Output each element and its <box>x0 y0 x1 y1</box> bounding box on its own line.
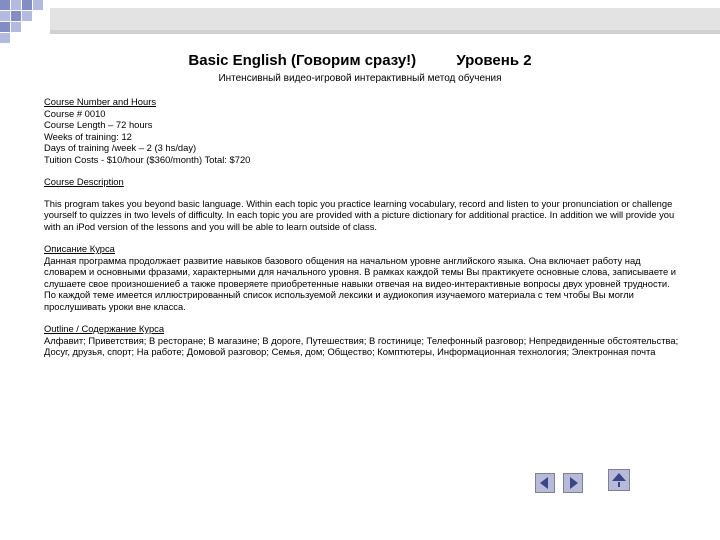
description-ru-heading: Описание Курса <box>44 243 115 254</box>
page-title <box>0 52 720 69</box>
arrow-right-icon <box>564 474 582 492</box>
home-icon <box>609 470 629 490</box>
title-level: Уровень 2 <box>456 52 532 69</box>
course-info-line: Tuition Costs - $10/hour ($360/month) Total: $720 <box>44 153 251 165</box>
outline-heading: Outline / Содержание Курса <box>44 323 165 334</box>
description-en-text: This program takes you beyond basic language. Within each topic you practice learning vocabulary, record and listen to your pronunciation or challenge yourself to quizzes in two levels of difficulty. In each topic you are provided with a picture dictionary for additional practice. In addition we will provide you with an iPod version of the lessons and you will be able to learn outside of class. <box>44 197 675 232</box>
title-english: Basic English (Говорим сразу!) <box>188 52 417 69</box>
header-bar-shadow <box>50 30 720 34</box>
next-slide-button[interactable] <box>563 473 583 493</box>
course-info-heading: Course Number and Hours <box>44 96 157 107</box>
course-info-line: Course Length – 72 hours <box>44 119 153 130</box>
arrow-left-icon <box>536 474 554 492</box>
page-subtitle: Интенсивный видео-игровой интерактивный метод обучения <box>218 73 502 84</box>
description-ru-text: Данная программа продолжает развитие навыков базового общения на начальном уровне английского языка. Она включает работу над словарем и основными фразами, характерными для начального уровня. В рамках каждой темы Вы практикуете основные слова, записываете и слушаете свое произношениеб а также проверяете приобретенные навыки отвечая на видео-интерактивные вопросы двух уровней трудности. По каждой теме имеется иллюстрированный список используемой лексики и аудиокопия изучаемого материала с тем чтобы Вы могли прослушивать уроки вне класса. <box>44 254 677 312</box>
outline-text: Алфавит; Приветствия; В ресторане; В магазине; В дороге, Путешествия; В гостинице; Телефонный разговор; Непредвиденные обстоятельства; Досуг, друзья, спорт; На работе; Домовой разговор; Семья, дом; Общество; Комптютеры, Информационная технология; Электронная почта <box>44 334 679 357</box>
course-info-line: Days of training /week – 2 (3 hs/day) <box>44 142 197 153</box>
description-en-heading: Course Description <box>44 176 124 187</box>
course-info-line: Course # 0010 <box>44 107 106 119</box>
course-info-line: Weeks of training: 12 <box>44 130 132 142</box>
course-content <box>44 96 684 358</box>
prev-slide-button[interactable] <box>535 473 555 493</box>
home-button[interactable] <box>608 469 630 491</box>
